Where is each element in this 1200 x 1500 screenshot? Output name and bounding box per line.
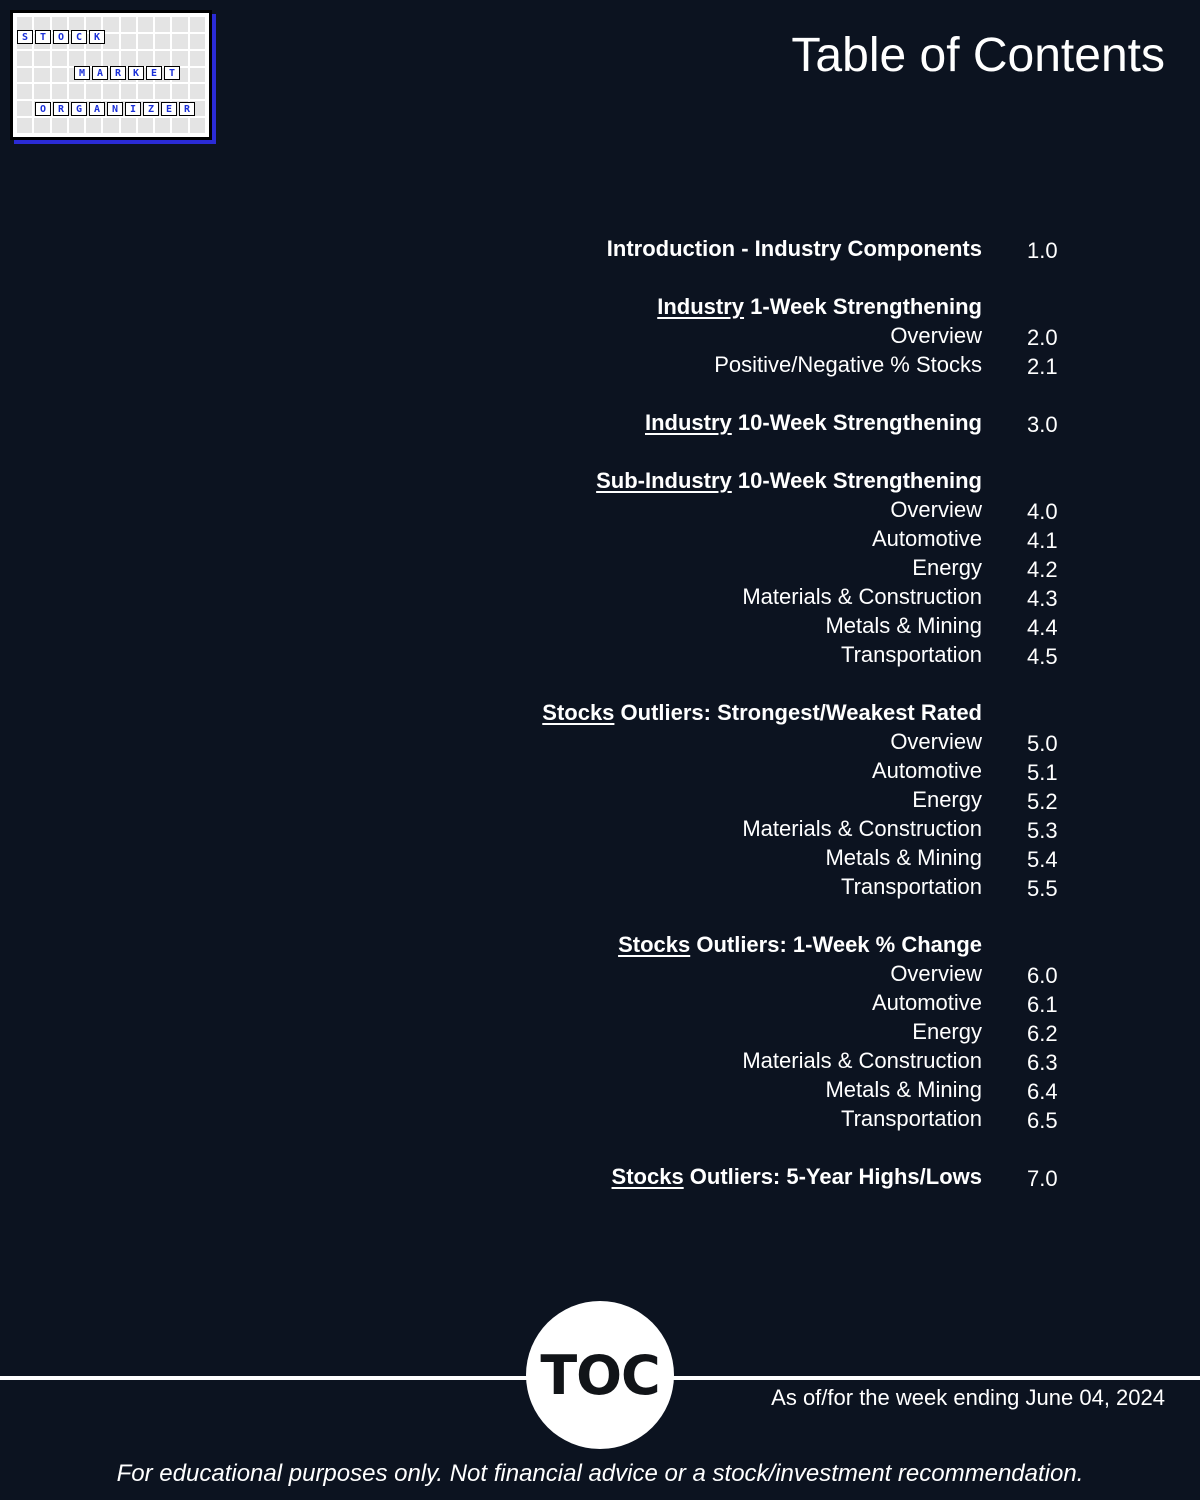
logo-grid-cell [34,51,49,66]
logo-grid-cell [103,51,118,66]
toc-entry-number: 4.0 [1027,499,1058,524]
logo-letter-tile: K [128,66,144,80]
toc-section-heading[interactable] [0,294,1200,323]
logo-grid-cell [86,118,101,133]
toc-entry-number: 6.2 [1027,1021,1058,1046]
logo-letter-tile: M [74,66,90,80]
toc-entry[interactable] [0,1106,1200,1135]
logo-grid-cell [138,84,153,99]
logo-letter-tile: S [17,30,33,44]
toc-entry[interactable] [0,1077,1200,1106]
toc-section-heading[interactable] [0,1164,1200,1193]
logo-grid-cell [52,84,67,99]
logo-grid-cell [172,84,187,99]
logo-grid-cell [138,17,153,32]
toc-entry-number: 2.1 [1027,354,1058,379]
toc-entry-label: Automotive [871,990,982,1015]
logo-letter-tile: O [53,30,69,44]
logo-grid-cell [69,118,84,133]
logo-grid-cell [34,118,49,133]
logo-grid-cell [52,51,67,66]
toc-section-heading[interactable] [0,236,1200,265]
toc-entry-number: 6.5 [1027,1108,1058,1133]
logo-grid-cell [155,51,170,66]
toc-entry-label: Overview [890,729,982,754]
toc-entry[interactable] [0,874,1200,903]
logo-letter-tile: A [89,102,105,116]
toc-entry[interactable] [0,1048,1200,1077]
logo-letter-tile: T [35,30,51,44]
toc-heading-category: Industry [657,294,745,319]
logo-letter-tile: T [164,66,180,80]
logo-letter-tile: R [53,102,69,116]
stock-market-organizer-logo [10,10,212,140]
toc-entry-number: 4.2 [1027,557,1058,582]
logo-grid-cell [17,118,32,133]
toc-entry[interactable] [0,642,1200,671]
toc-section-heading[interactable] [0,700,1200,729]
logo-grid-cell [190,17,205,32]
toc-entry-label: Energy [912,1019,982,1044]
toc-entry[interactable] [0,555,1200,584]
toc-entry-label: Stocks Outliers: Strongest/Weakest Rated [542,700,982,725]
logo-word-stock [17,30,105,44]
toc-entry-label: Industry 10-Week Strengthening [645,410,982,435]
logo-grid-cell [103,17,118,32]
logo-grid-cell [172,51,187,66]
toc-heading-category: Stocks [611,1164,684,1189]
logo-letter-tile: G [71,102,87,116]
logo-grid-cell [103,118,118,133]
toc-entry[interactable] [0,961,1200,990]
toc-entry[interactable] [0,526,1200,555]
disclaimer: For educational purposes only. Not financial advice or a stock/investment recommendation. [116,1460,1084,1487]
toc-section-heading[interactable] [0,932,1200,961]
toc-entry[interactable] [0,584,1200,613]
logo-letter-tile: R [110,66,126,80]
toc-entry-label: Metals & Mining [825,845,982,870]
logo-grid-cell [52,118,67,133]
logo-grid-cell [138,34,153,49]
logo-letter-tile: Z [143,102,159,116]
logo-grid-cell [121,51,136,66]
page-title: Table of Contents [791,29,1165,82]
logo-word-market [74,66,180,80]
logo-letter-tile: O [35,102,51,116]
logo-grid-cell [103,34,118,49]
toc-entry-number: 6.1 [1027,992,1058,1017]
logo-letter-tile: C [71,30,87,44]
logo-grid-cell [121,84,136,99]
logo-word-organizer [35,102,195,116]
logo-grid-cell [190,84,205,99]
toc-entry-label: Transportation [840,874,982,899]
toc-entry-label: Industry 1-Week Strengthening [657,294,982,319]
toc-entry-number: 5.5 [1027,876,1058,901]
toc-entry[interactable] [0,758,1200,787]
logo-grid-cell [155,17,170,32]
toc-entry-label: Transportation [840,642,982,667]
toc-section-heading[interactable] [0,468,1200,497]
logo-letter-tile: I [125,102,141,116]
logo-grid-cell [138,118,153,133]
logo-letter-tile: R [179,102,195,116]
logo-grid-cell [17,84,32,99]
toc-entry-label: Stocks Outliers: 1-Week % Change [618,932,982,957]
logo-grid-cell [155,34,170,49]
toc-entry-label: Stocks Outliers: 5-Year Highs/Lows [611,1164,982,1189]
logo-grid-cell [155,84,170,99]
toc-entry-number: 4.5 [1027,644,1058,669]
toc-entry-label: Materials & Construction [742,584,982,609]
toc-entry[interactable] [0,1019,1200,1048]
logo-grid-cell [86,84,101,99]
toc-entry-number: 5.1 [1027,760,1058,785]
logo-grid-cell [69,51,84,66]
toc-entry[interactable] [0,497,1200,526]
toc-entry-number: 6.3 [1027,1050,1058,1075]
toc-entry[interactable] [0,845,1200,874]
toc-entry-label: Energy [912,787,982,812]
toc-entry[interactable] [0,323,1200,352]
toc-entry-label: Automotive [871,758,982,783]
logo-grid-cell [190,51,205,66]
toc-entry-label: Introduction - Industry Components [606,236,982,261]
toc-entry[interactable] [0,787,1200,816]
logo-grid-cell [34,84,49,99]
toc-heading-category: Stocks [618,932,691,957]
toc-entry-label: Materials & Construction [742,1048,982,1073]
toc-badge: TOC [526,1301,674,1449]
toc-entry-number: 6.0 [1027,963,1058,988]
logo-grid-cell [17,101,32,116]
logo-grid-cell [121,34,136,49]
toc-heading-category: Industry [645,410,732,435]
logo-grid-cell [17,51,32,66]
toc-entry[interactable] [0,816,1200,845]
logo-letter-tile: A [92,66,108,80]
logo-grid-cell [172,17,187,32]
toc-entry-number: 5.0 [1027,731,1058,756]
logo-grid-cell [34,68,49,83]
toc-entry-label: Metals & Mining [825,613,982,638]
logo-grid-cell [190,68,205,83]
toc-heading-category: Stocks [542,700,615,725]
toc-entry[interactable] [0,990,1200,1019]
logo-grid-cell [121,118,136,133]
toc-entry[interactable] [0,613,1200,642]
logo-letter-tile: E [146,66,162,80]
toc-entry-label: Overview [890,961,982,986]
toc-entry-number: 6.4 [1027,1079,1058,1104]
toc-section-heading[interactable] [0,410,1200,439]
logo-grid-cell [86,51,101,66]
logo-grid-cell [121,17,136,32]
toc-entry-label: Sub-Industry 10-Week Strengthening [596,468,982,493]
toc-entry-label: Energy [912,555,982,580]
logo-grid-cell [138,51,153,66]
toc-entry-number: 3.0 [1027,412,1058,437]
toc-entry-label: Overview [890,497,982,522]
logo-grid-cell [190,118,205,133]
toc-entry-label: Positive/Negative % Stocks [714,352,982,377]
toc-entry-label: Materials & Construction [742,816,982,841]
logo-grid-cell [103,84,118,99]
toc-entry-number: 4.3 [1027,586,1058,611]
logo-grid-cell [190,34,205,49]
toc-entry-label: Transportation [840,1106,982,1131]
logo-letter-tile: K [89,30,105,44]
toc-entry-number: 2.0 [1027,325,1058,350]
logo-letter-tile: N [107,102,123,116]
toc-heading-category: Sub-Industry [596,468,732,493]
toc-entry-label: Overview [890,323,982,348]
toc-entry[interactable] [0,729,1200,758]
toc-entry-number: 1.0 [1027,238,1058,263]
logo-grid-cell [155,118,170,133]
logo-grid-cell [69,84,84,99]
toc-entry-number: 5.4 [1027,847,1058,872]
toc-entry-label: Metals & Mining [825,1077,982,1102]
logo-grid-cell [172,34,187,49]
toc-entry-number: 4.4 [1027,615,1058,640]
logo-grid-cell [17,68,32,83]
toc-entry-number: 7.0 [1027,1166,1058,1191]
toc-entry-label: Automotive [871,526,982,551]
toc-entry[interactable] [0,352,1200,381]
logo-grid-cell [172,118,187,133]
logo-letter-tile: E [161,102,177,116]
toc-entry-number: 5.2 [1027,789,1058,814]
logo-grid-cell [52,68,67,83]
week-ending-date: As of/for the week ending June 04, 2024 [771,1385,1165,1410]
toc-entry-number: 4.1 [1027,528,1058,553]
toc-entry-number: 5.3 [1027,818,1058,843]
